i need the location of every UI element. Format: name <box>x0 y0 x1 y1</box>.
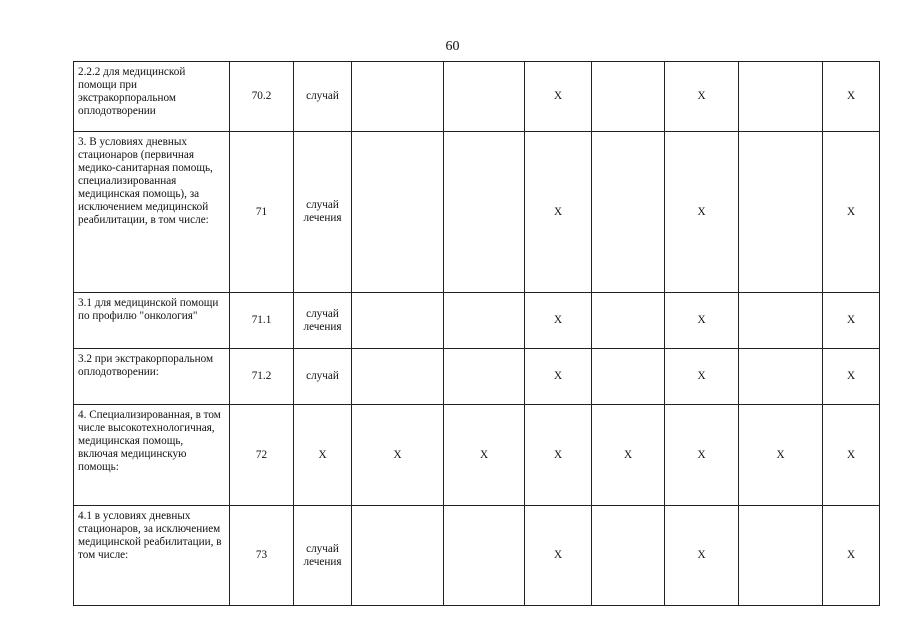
row-unit-cell: случай лечения <box>294 132 352 293</box>
row-code-cell: 73 <box>230 506 294 606</box>
row-value-cell <box>352 62 444 132</box>
row-value-cell <box>444 293 525 349</box>
row-value-cell <box>739 293 823 349</box>
row-code-cell: 71.2 <box>230 349 294 405</box>
row-value-cell <box>592 132 665 293</box>
row-code-cell: 71 <box>230 132 294 293</box>
row-value-cell <box>444 132 525 293</box>
data-table <box>73 61 880 606</box>
table-row <box>74 405 880 506</box>
row-value-cell: X <box>352 405 444 506</box>
row-name-cell: 3.2 при экстракорпоральном оплодотворении: <box>74 349 230 405</box>
row-value-cell <box>592 349 665 405</box>
row-value-cell: X <box>823 293 880 349</box>
row-value-cell <box>444 349 525 405</box>
row-code-cell: 70.2 <box>230 62 294 132</box>
row-value-cell <box>739 506 823 606</box>
row-code-cell: 71.1 <box>230 293 294 349</box>
row-unit-cell: случай лечения <box>294 506 352 606</box>
row-unit-cell: X <box>294 405 352 506</box>
row-name-cell: 4. Специализированная, в том числе высокотехнологичная, медицинская помощь, включая медицинскую помощь: <box>74 405 230 506</box>
row-value-cell <box>352 132 444 293</box>
row-value-cell: X <box>525 62 592 132</box>
row-value-cell <box>352 349 444 405</box>
table-row <box>74 62 880 132</box>
row-name-cell: 4.1 в условиях дневных стационаров, за исключением медицинской реабилитации, в том числе: <box>74 506 230 606</box>
row-name-cell: 2.2.2 для медицинской помощи при экстракорпоральном оплодотворении <box>74 62 230 132</box>
row-unit-cell: случай <box>294 349 352 405</box>
row-value-cell: X <box>665 62 739 132</box>
page-number: 60 <box>445 39 460 54</box>
row-value-cell: X <box>665 293 739 349</box>
row-value-cell <box>592 506 665 606</box>
row-value-cell <box>444 506 525 606</box>
row-value-cell: X <box>665 506 739 606</box>
row-value-cell <box>592 62 665 132</box>
row-name-cell: 3.1 для медицинской помощи по профилю "онкология" <box>74 293 230 349</box>
row-value-cell <box>352 506 444 606</box>
row-value-cell: X <box>592 405 665 506</box>
row-code-cell: 72 <box>230 405 294 506</box>
row-value-cell: X <box>525 132 592 293</box>
row-value-cell: X <box>823 132 880 293</box>
row-value-cell: X <box>739 405 823 506</box>
row-unit-cell: случай лечения <box>294 293 352 349</box>
row-value-cell: X <box>525 506 592 606</box>
row-value-cell: X <box>665 405 739 506</box>
row-value-cell <box>352 293 444 349</box>
row-value-cell: X <box>525 405 592 506</box>
row-value-cell: X <box>525 349 592 405</box>
table-row <box>74 293 880 349</box>
row-value-cell: X <box>823 62 880 132</box>
table-row <box>74 132 880 293</box>
table-row <box>74 506 880 606</box>
row-value-cell <box>592 293 665 349</box>
row-value-cell: X <box>823 506 880 606</box>
row-value-cell: X <box>444 405 525 506</box>
row-value-cell: X <box>525 293 592 349</box>
row-value-cell <box>739 349 823 405</box>
row-value-cell: X <box>665 349 739 405</box>
row-value-cell: X <box>823 349 880 405</box>
row-value-cell <box>739 62 823 132</box>
row-value-cell: X <box>823 405 880 506</box>
table-row <box>74 349 880 405</box>
row-unit-cell: случай <box>294 62 352 132</box>
row-value-cell <box>444 62 525 132</box>
row-value-cell <box>739 132 823 293</box>
row-value-cell: X <box>665 132 739 293</box>
row-name-cell: 3. В условиях дневных стационаров (первичная медико-санитарная помощь, специализированная медицинская помощь), за исключением медицинской реабилитации, в том числе: <box>74 132 230 293</box>
